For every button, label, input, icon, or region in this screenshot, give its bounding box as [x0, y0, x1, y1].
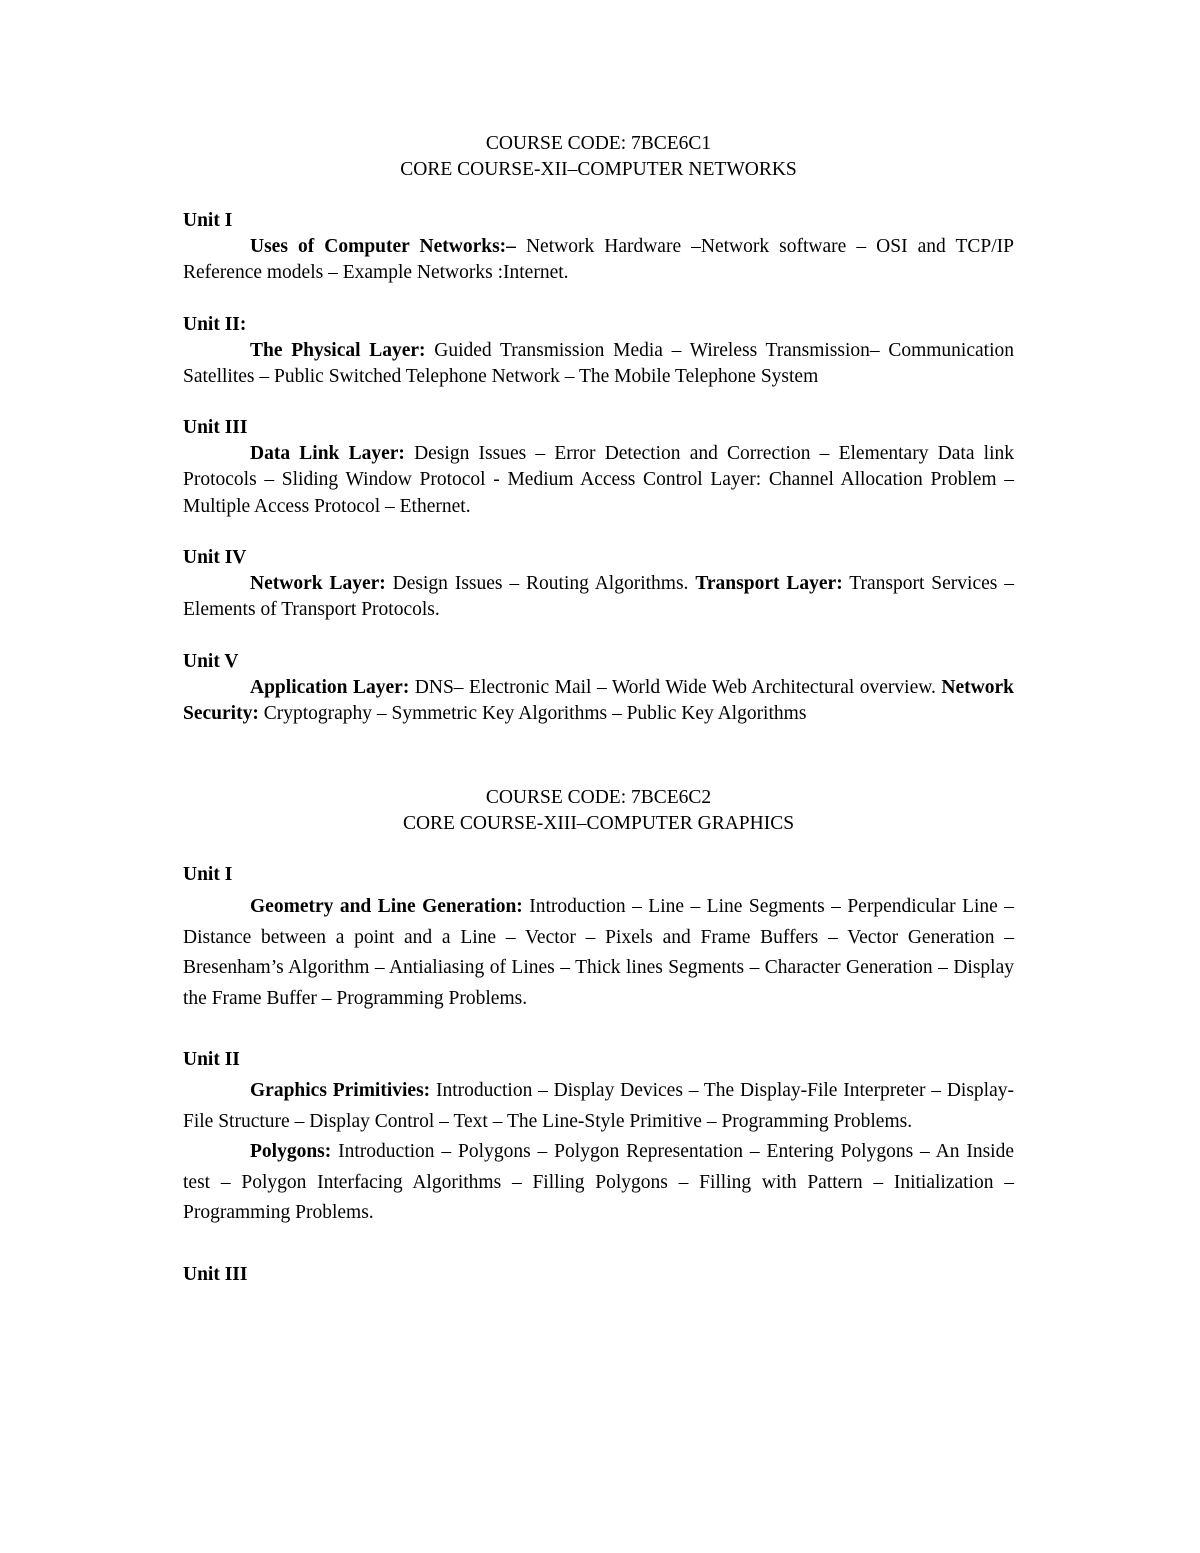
unit-heading: Unit IV: [183, 547, 247, 569]
unit-heading: Unit III: [183, 417, 248, 439]
topic-text: DNS– Electronic Mail – World Wide Web Architectural overview.: [409, 676, 942, 698]
unit-heading: Unit II:: [183, 313, 247, 335]
topic-label: Graphics Primitivies:: [250, 1080, 431, 1102]
topic-label: Data Link Layer:: [250, 443, 405, 465]
unit-heading: Unit I: [183, 864, 233, 886]
unit-section: [183, 862, 1014, 1014]
unit-section: [183, 545, 1014, 624]
course-code-heading: COURSE CODE: 7BCE6C1: [485, 133, 712, 154]
unit-section: [183, 1262, 1014, 1288]
topic-text: Design Issues – Error Detection and Correction – Elementary Data link Protocols – Sliding Window Protocol - Medium Access Control Layer: Channel Allocation Problem – Multiple Access Protocol – Ethernet.: [183, 443, 1015, 517]
unit-section: [183, 415, 1014, 520]
unit-section: [183, 312, 1014, 391]
topic-text: Introduction – Polygons – Polygon Representation – Entering Polygons – An Inside test – Polygon Interfacing Algorithms – Filling Polygons – Filling with Pattern – Initialization – Programming Problems.: [183, 1141, 1014, 1224]
topic-text: Network Hardware –Network software – OSI and TCP/IP Reference models – Example Networks :Internet.: [183, 236, 1014, 284]
unit-description: [183, 441, 1014, 520]
course-title-heading: CORE COURSE-XIII–COMPUTER GRAPHICS: [402, 813, 795, 835]
topic-text: Introduction – Line – Line Segments – Perpendicular Line – Distance between a point and a Line – Vector – Pixels and Frame Buffers – Vector Generation – Bresenham’s Algorithm – Antialiasing of Lines – Thick lines Segments – Character Generation – Display the Frame Buffer – Programming Problems.: [183, 896, 1014, 1009]
unit-description: [183, 892, 1014, 1014]
unit-heading: Unit III: [183, 1263, 248, 1285]
topic-label: Polygons:: [250, 1141, 332, 1163]
topic-text: Transport Services – Elements of Transport Protocols.: [183, 573, 1014, 621]
unit-description: [183, 571, 1014, 624]
topic-text: Cryptography – Symmetric Key Algorithms – Public Key Algorithms: [258, 702, 807, 724]
topic-text: Guided Transmission Media – Wireless Transmission– Communication Satellites – Public Switched Telephone Network – The Mobile Telephone System: [183, 339, 1014, 387]
unit-section: [183, 208, 1014, 287]
topic-label: Network Layer:: [250, 573, 386, 595]
unit-section: [183, 1047, 1014, 1229]
topic-label: Application Layer:: [250, 676, 410, 698]
unit-description: [183, 1137, 1014, 1229]
unit-description: [183, 675, 1014, 728]
unit-heading: Unit V: [183, 650, 239, 672]
unit-description: [183, 234, 1014, 287]
topic-label: Network Security:: [183, 676, 1014, 724]
topic-label: Uses of Computer Networks:–: [250, 236, 516, 257]
unit-heading: Unit II: [183, 1049, 240, 1071]
document-page: [183, 131, 1014, 1288]
topic-text: Design Issues – Routing Algorithms.: [385, 573, 696, 595]
course-title-heading: CORE COURSE-XII–COMPUTER NETWORKS: [400, 159, 797, 180]
topic-text: Introduction – Display Devices – The Display-File Interpreter – Display-File Structure – Display Control – Text – The Line-Style Primitive – Programming Problems.: [183, 1080, 1014, 1132]
unit-description: [183, 1076, 1014, 1137]
unit-heading: Unit I: [183, 210, 233, 231]
unit-description: [183, 338, 1014, 391]
topic-label: Geometry and Line Generation:: [250, 896, 523, 918]
topic-label: The Physical Layer:: [250, 339, 426, 361]
topic-label: Transport Layer:: [695, 573, 843, 595]
unit-section: [183, 649, 1014, 728]
course-code-heading: COURSE CODE: 7BCE6C2: [485, 787, 712, 809]
